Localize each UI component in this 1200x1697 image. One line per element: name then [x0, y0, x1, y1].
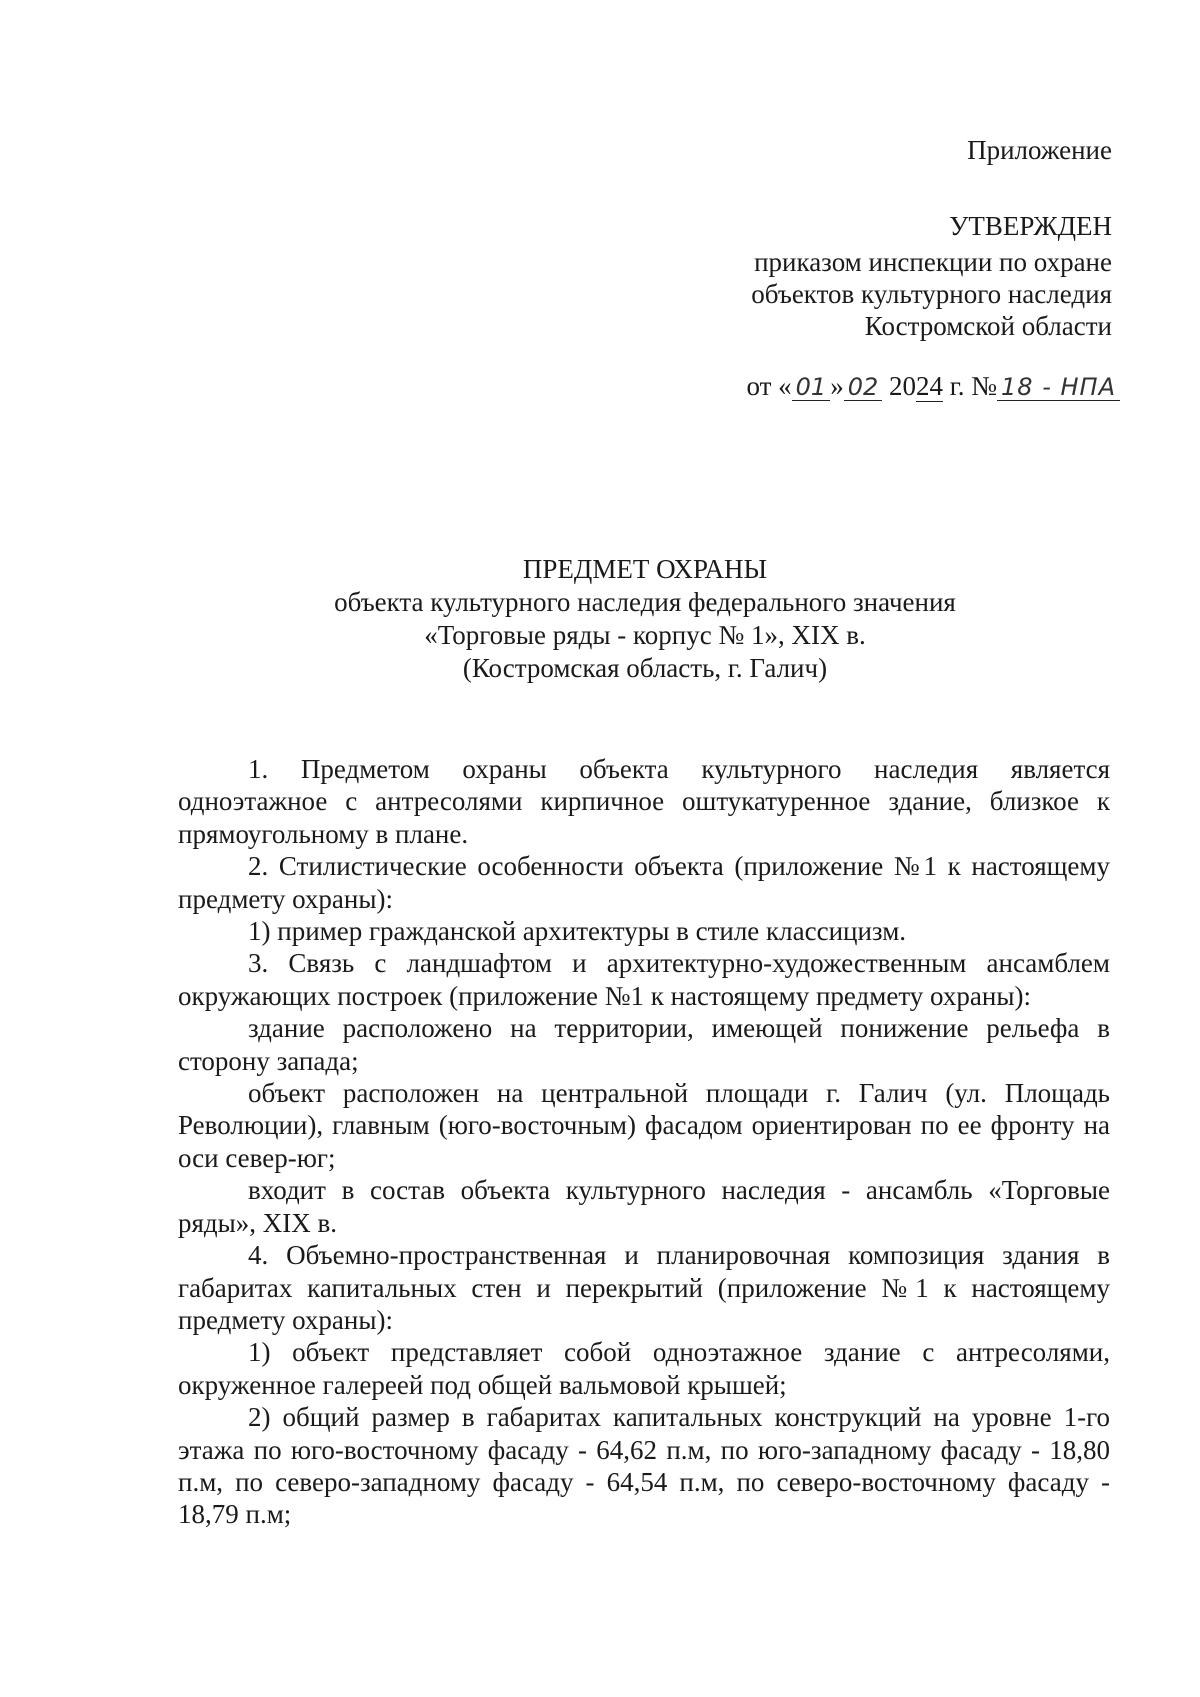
title-line-3: (Костромская область, г. Галич): [462, 653, 828, 683]
paragraph-10: 2) общий размер в габаритах капитальных конструкций на уровне 1-го этажа по юго-восточному фасаду - 64,62 п.м, по юго-западному фасаду - 18,80 п.м, по северо-западному фасаду - 64,54 п.м, по северо-восточному фасаду - 18,79 п.м;: [178, 1402, 1110, 1530]
title-line-2: «Торговые ряды - корпус № 1», XIX в.: [424, 620, 866, 650]
date-month-handwritten: 02: [844, 374, 883, 401]
date-year-suffix: 24: [915, 371, 943, 401]
approval-block: [751, 210, 1112, 342]
paragraph-7: входит в состав объекта культурного наследия - ансамбль «Торговые ряды», XIX в.: [178, 1175, 1110, 1238]
paragraph-9: 1) объект представляет собой одноэтажное здание с антресолями, окруженное галереей под общей вальмовой крышей;: [178, 1337, 1110, 1400]
order-date-line: [746, 370, 1120, 402]
document-body: [178, 753, 1110, 1531]
approved-line-3: Костромской области: [864, 311, 1112, 341]
order-number-handwritten: 18 - НПА: [997, 374, 1120, 401]
approved-line-1: приказом инспекции по охране: [754, 247, 1112, 277]
date-day-handwritten: 01: [792, 374, 831, 401]
paragraph-1: 1. Предметом охраны объекта культурного наследия является одноэтажное с антресолями кирпичное оштукатуренное здание, близкое к прямоугольному в плане.: [178, 754, 1110, 849]
paragraph-4: 3. Связь с ландшафтом и архитектурно-художественным ансамблем окружающих построек (приложение №1 к настоящему предмету охраны):: [178, 948, 1110, 1011]
document-title: ПРЕДМЕТ ОХРАНЫ: [522, 554, 768, 584]
approved-label: УТВЕРЖДЕН: [949, 211, 1112, 241]
appendix-label: Приложение: [967, 135, 1112, 165]
paragraph-2: 2. Стилистические особенности объекта (приложение №1 к настоящему предмету охраны):: [178, 851, 1110, 914]
date-mid: »: [830, 371, 844, 401]
paragraph-8: 4. Объемно-пространственная и планировочная композиция здания в габаритах капитальных стен и перекрытий (приложение №1 к настоящему предмету охраны):: [178, 1240, 1110, 1335]
date-prefix: от «: [746, 371, 792, 401]
date-suffix: г. №: [942, 371, 998, 401]
paragraph-5: здание расположено на территории, имеющей понижение рельефа в сторону запада;: [178, 1013, 1110, 1076]
paragraph-6: объект расположен на центральной площади г. Галич (ул. Площадь Революции), главным (юго-восточным) фасадом ориентирован по ее фронту на оси север-юг;: [178, 1078, 1110, 1173]
title-line-1: объекта культурного наследия федерального значения: [334, 587, 956, 617]
approved-line-2: объектов культурного наследия: [751, 279, 1112, 309]
date-year-prefix: 20: [882, 371, 916, 401]
paragraph-3: 1) пример гражданской архитектуры в стиле классицизм.: [248, 916, 907, 947]
document-title-block: [0, 553, 1200, 685]
